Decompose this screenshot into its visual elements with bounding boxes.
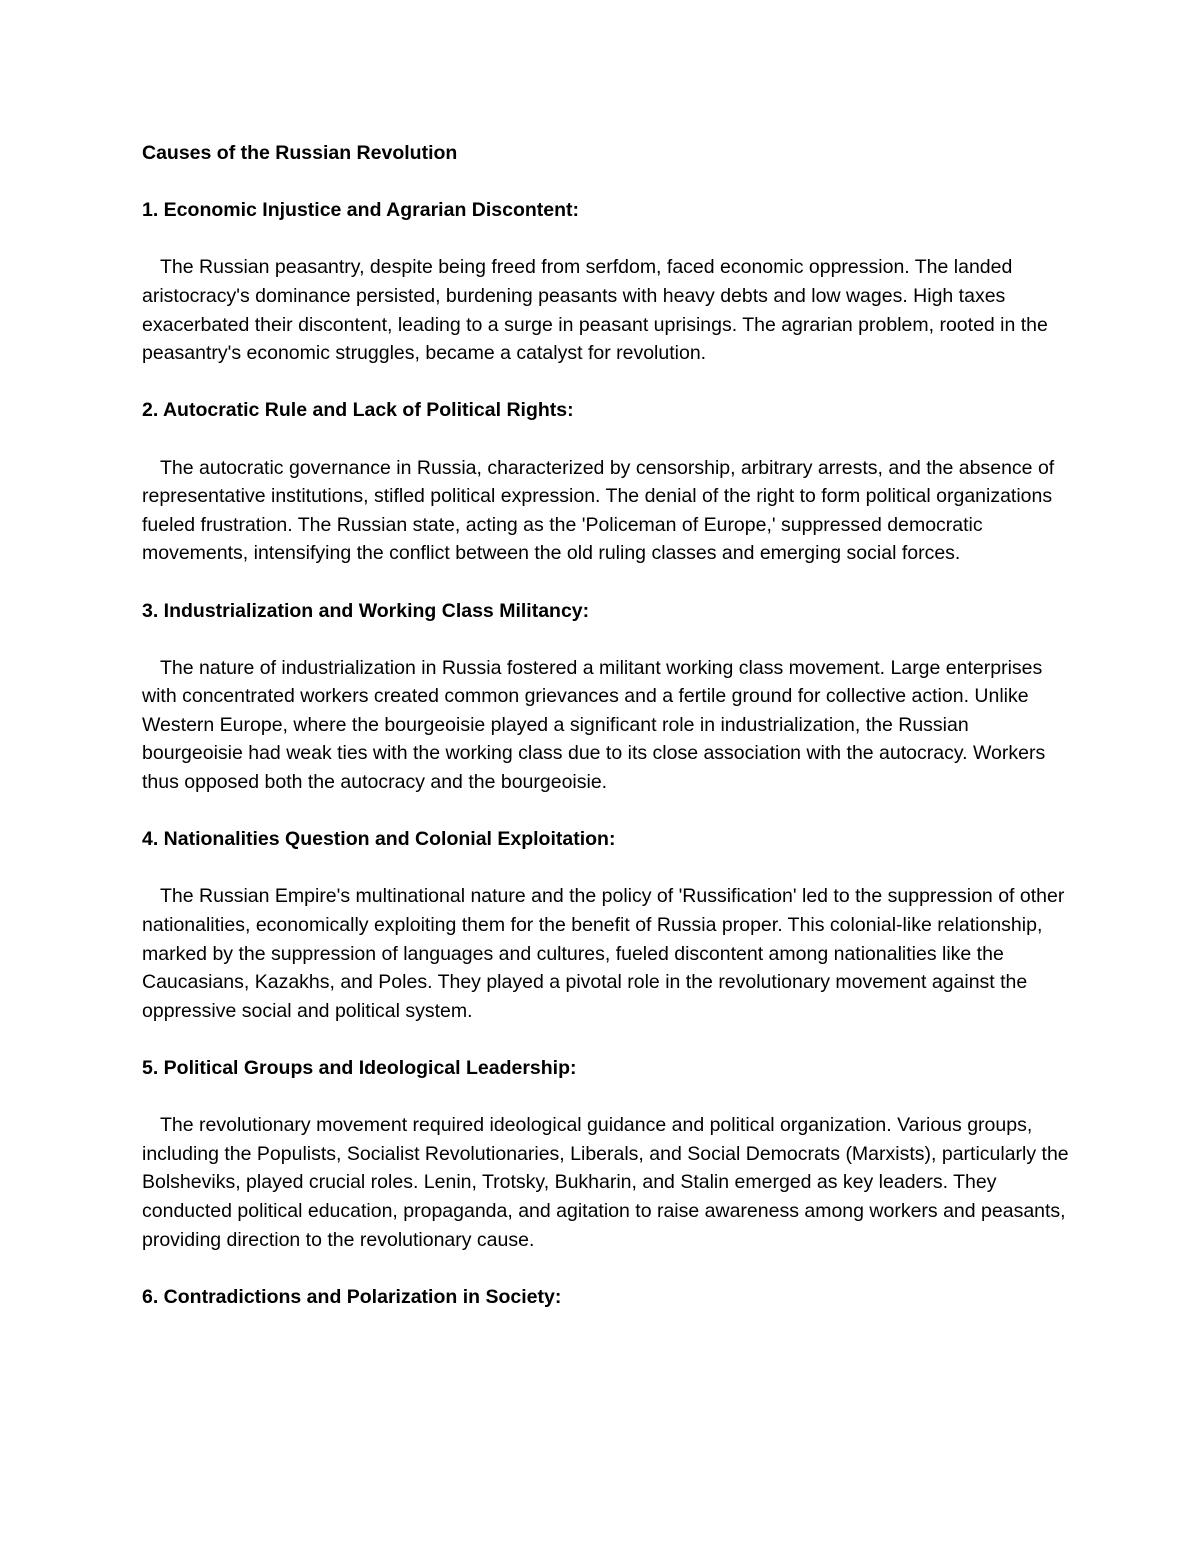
section-4-heading: 4. Nationalities Question and Colonial Exploitation: (142, 828, 616, 851)
section-2-body: The autocratic governance in Russia, characterized by censorship, arbitrary arrests, and the absence of representative institutions, stifled political expression. The denial of the right to form political organizations fueled frustration. The Russian state, acting as the 'Policeman of Europe,' suppressed democratic movements, intensifying the conflict between the old ruling classes and emerging social forces. (142, 456, 1055, 565)
section-4-body: The Russian Empire's multinational nature and the policy of 'Russification' led to the suppression of other nationalities, economically exploiting them for the benefit of Russia proper. This colonial-like relationship, marked by the suppression of languages and cultures, fueled discontent among nationalities like the Caucasians, Kazakhs, and Poles. They played a pivotal role in the revolutionary movement against the oppressive social and political system. (142, 885, 1065, 1022)
document-title: Causes of the Russian Revolution (142, 142, 458, 164)
section-1-body: The Russian peasantry, despite being freed from serfdom, faced economic oppression. The landed aristocracy's dominance persisted, burdening peasants with heavy debts and low wages. High taxes exacerbated their discontent, leading to a surge in peasant uprisings. The agrarian problem, rooted in the peasantry's economic struggles, became a catalyst for revolution. (142, 256, 1048, 365)
section-3-body: The nature of industrialization in Russia fostered a militant working class movement. Large enterprises with concentrated workers created common grievances and a fertile ground for collective action. Unlike Western Europe, where the bourgeoisie played a significant role in industrialization, the Russian bourgeoisie had weak ties with the working class due to its close association with the autocracy. Workers thus opposed both the autocracy and the bourgeoisie. (142, 656, 1046, 794)
section-1-heading: 1. Economic Injustice and Agrarian Discontent: (142, 199, 580, 222)
section-6-heading: 6. Contradictions and Polarization in Society: (142, 1285, 562, 1308)
section-5-heading: 5. Political Groups and Ideological Leadership: (142, 1057, 577, 1079)
document-content (142, 139, 1072, 1340)
section-2-heading: 2. Autocratic Rule and Lack of Political Rights: (142, 399, 574, 422)
section-3-heading: 3. Industrialization and Working Class Militancy: (142, 599, 590, 622)
section-5-body: The revolutionary movement required ideological guidance and political organization. Various groups, including the Populists, Socialist Revolutionaries, Liberals, and Social Democrats (Marxists), particularly the Bolsheviks, played crucial roles. Lenin, Trotsky, Bukharin, and Stalin emerged as key leaders. They conducted political education, propaganda, and agitation to raise awareness among workers and peasants, providing direction to the revolutionary cause. (142, 1114, 1069, 1251)
